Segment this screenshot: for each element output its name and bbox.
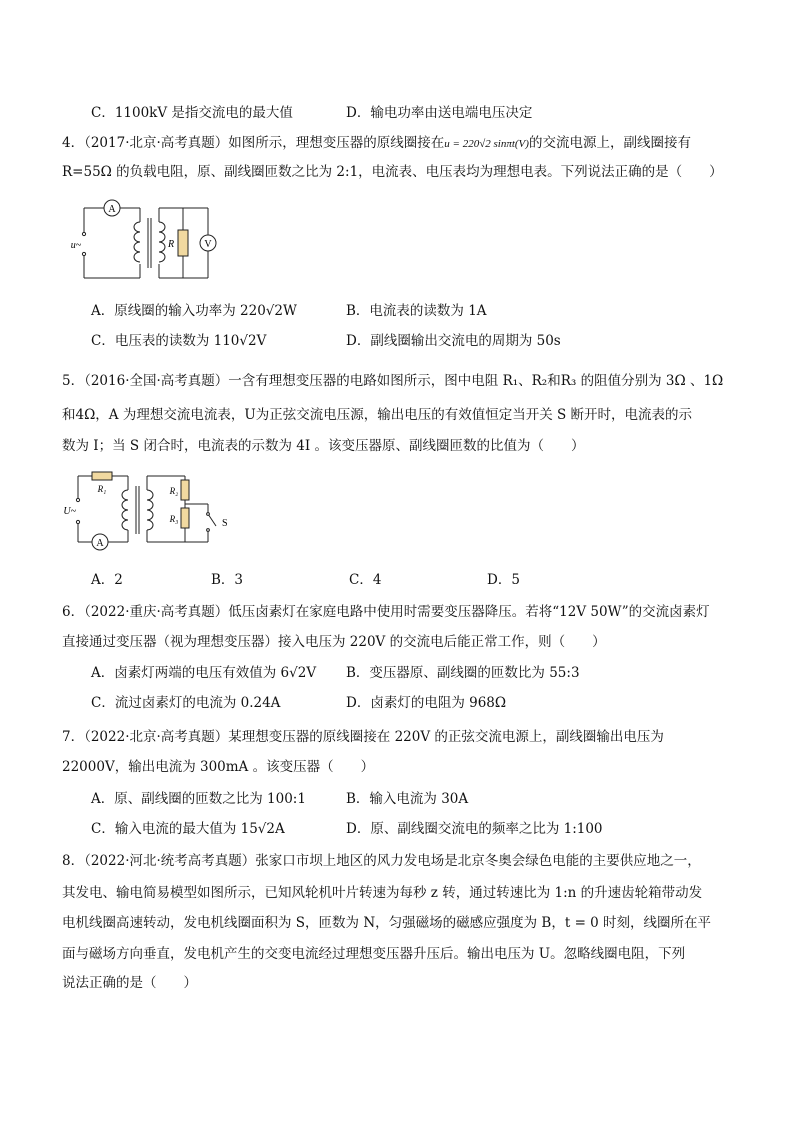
q4-formula: u = 220√2 sinπt(V): [444, 138, 529, 150]
q6-stem-line2: 直接通过变压器（视为理想变压器）接入电压为 220V 的交流电后能正常工作，则（ ）: [62, 634, 606, 650]
q3-option-d: D．输电功率由送电端电压决定: [346, 105, 533, 121]
q7-option-b: B．输入电流为 30A: [346, 791, 469, 807]
q4-stem-line1: [62, 134, 691, 153]
q4-voltmeter-label: V: [204, 239, 212, 250]
q7-stem-line2: 22000V，输出电流为 300mA 。该变压器（ ）: [62, 759, 375, 775]
q7-option-c: C．输入电流的最大值为 15√2A: [91, 821, 285, 837]
q5-stem-line2: 和4Ω，A 为理想交流电流表，U为正弦交流电压源，输出电压的有效值恒定当开关 S 断开时，电流表的示: [62, 407, 693, 423]
q5-option-c: C．4: [349, 572, 382, 588]
q4-ammeter-label: A: [108, 204, 116, 215]
q8-stem-line4: 面与磁场方向垂直，发电机产生的交变电流经过理想变压器升压后。输出电压为 U。忽略线圈电阻，下列: [62, 946, 686, 962]
q5-ammeter: [92, 534, 108, 550]
q6-option-b: B．变压器原、副线圈的匝数比为 55:3: [346, 665, 580, 681]
q5-option-a: A．2: [91, 572, 123, 588]
q5-resistor-r1: [92, 472, 112, 494]
q5-source-label: U~: [63, 506, 76, 517]
q4-option-b: B．电流表的读数为 1A: [346, 303, 487, 319]
q4-resistor-label: R: [167, 239, 175, 250]
q8-stem-line2: 其发电、输电简易模型如图所示，已知风轮机叶片转速为每秒 z 转，通过转速比为 1:n 的升速齿轮箱带动发: [62, 885, 703, 901]
q5-switch-label: S: [222, 518, 228, 529]
q3-option-c: C．1100kV 是指交流电的最大值: [91, 105, 293, 121]
q5-r3-label: R₃: [169, 514, 179, 524]
q8-stem-line3: 电机线圈高速转动，发电机线圈面积为 S，匝数为 N，匀强磁场的磁感应强度为 B，t = 0 时刻，线圈所在平: [62, 915, 712, 931]
q5-r2-label: R₂: [169, 486, 179, 496]
q5-resistor-r2: [169, 480, 189, 500]
q4-source-label: u~: [70, 240, 82, 251]
q5-ammeter-label: A: [96, 538, 104, 549]
q4-option-a: A．原线圈的输入功率为 220√2W: [91, 303, 297, 319]
q4-stem-suffix: 的交流电源上，副线圈接有: [528, 135, 691, 151]
q8-stem-line5: 说法正确的是（ ）: [62, 975, 197, 991]
q4-option-c: C．电压表的读数为 110√2V: [91, 333, 267, 349]
q5-option-d: D．5: [487, 572, 520, 588]
q4-option-d: D．副线圈输出交流电的周期为 50s: [346, 333, 561, 349]
q5-resistor-r3: [169, 508, 189, 528]
q4-resistor: [167, 230, 188, 256]
q6-stem-line1: 6．（2022·重庆·高考真题）低压卤素灯在家庭电路中使用时需要变压器降压。若将“12V 50W”的交流卤素灯: [62, 604, 710, 620]
q6-option-a: A．卤素灯两端的电压有效值为 6√2V: [91, 665, 317, 681]
q4-circuit-figure: [70, 196, 220, 286]
q5-option-b: B．3: [211, 572, 244, 588]
q4-stem-prefix: 4．（2017·北京·高考真题）如图所示，理想变压器的原线圈接在: [62, 135, 445, 151]
q5-stem-line1: 5．（2016·全国·高考真题）一含有理想变压器的电路如图所示，图中电阻 R₁、R₂和R₃ 的阻值分别为 3Ω 、1Ω: [62, 373, 724, 389]
q5-r1-label: R₁: [97, 484, 107, 494]
q7-stem-line1: 7．（2022·北京·高考真题）某理想变压器的原线圈接在 220V 的正弦交流电源上，副线圈输出电压为: [62, 729, 664, 745]
q7-option-a: A．原、副线圈的匝数之比为 100:1: [91, 791, 306, 807]
q4-voltmeter: [200, 235, 216, 251]
q6-option-d: D．卤素灯的电阻为 968Ω: [346, 695, 507, 711]
q4-stem-line2: R=55Ω 的负载电阻，原、副线圈匝数之比为 2:1，电流表、电压表均为理想电表。下列说法正确的是（ ）: [62, 164, 723, 180]
q7-option-d: D．原、副线圈交流电的频率之比为 1:100: [346, 821, 603, 837]
q5-circuit-figure: [63, 470, 228, 556]
q4-ammeter: [104, 200, 120, 216]
q8-stem-line1: 8．（2022·河北·统考高考真题）张家口市坝上地区的风力发电场是北京冬奥会绿色电能的主要供应地之一，: [62, 853, 701, 869]
q6-option-c: C．流过卤素灯的电流为 0.24A: [91, 695, 281, 711]
q5-stem-line3: 数为 I；当 S 闭合时，电流表的示数为 4I 。该变压器原、副线圈匝数的比值为（ ）: [62, 438, 585, 454]
